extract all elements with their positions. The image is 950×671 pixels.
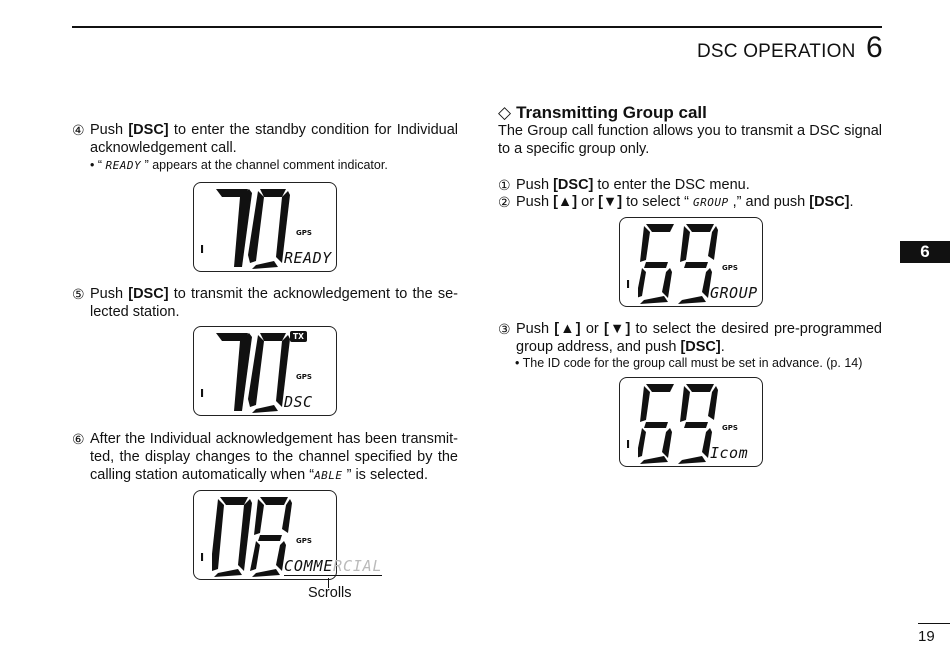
gps-indicator: GPS: [296, 537, 312, 545]
step-number: ①: [498, 177, 511, 193]
page-number: 19: [918, 628, 935, 645]
chapter-number: 6: [866, 31, 883, 64]
channel-comment: READY: [284, 249, 332, 267]
step-5: ⑤ Push [DSC] to transmit the acknowledgement to the se- lected station.: [72, 286, 458, 320]
group-step-3-note: • The ID code for the group call must be set in advance. (p. 14): [515, 356, 863, 370]
channel-digits-70: [212, 329, 294, 415]
step-number: ③: [498, 321, 511, 337]
channel-comment: GROUP: [710, 284, 758, 302]
lcd-display-icom: [619, 377, 763, 467]
gps-indicator: GPS: [296, 373, 312, 381]
lcd-word-group: GROUP: [693, 196, 729, 209]
diamond-icon: ◇: [498, 103, 512, 122]
section-title: ◇ Transmitting Group call: [498, 103, 707, 122]
key-dsc: [DSC]: [128, 286, 169, 302]
channel-marker: I: [200, 243, 205, 256]
lcd-display-group: [619, 217, 763, 307]
tx-indicator: TX: [290, 331, 307, 342]
step-6: ⑥ After the Individual acknowledgement has been transmit- ted, the display changes to the channel specified by the calling station automatically when “ABLE ” is selected.: [72, 431, 458, 483]
step-number: ④: [72, 122, 85, 138]
lcd-display-dsc: [193, 326, 337, 416]
channel-digits-70: [212, 185, 294, 271]
footer-rule: [918, 623, 950, 624]
key-dsc: [DSC]: [553, 177, 594, 193]
key-up: [▲]: [554, 321, 581, 337]
channel-marker: I: [626, 278, 631, 291]
scrolls-label: Scrolls: [308, 585, 352, 601]
channel-digits-08: [212, 493, 294, 579]
key-dsc: [DSC]: [809, 194, 850, 210]
key-up: [▲]: [553, 194, 578, 210]
step-4: ④ Push [DSC] to enter the standby condition for Individual acknowledgement call.: [72, 122, 458, 156]
lcd-word-ready: READY: [105, 159, 142, 172]
channel-comment-scrolling: COMMERCIAL: [284, 557, 383, 575]
gps-indicator: GPS: [296, 229, 312, 237]
chapter-side-tab: 6: [900, 241, 950, 263]
lcd-display-commercial: [193, 490, 383, 580]
group-step-2: ② Push [▲] or [▼] to select “ GROUP ,” and push [DSC].: [498, 194, 854, 210]
channel-marker: I: [626, 438, 631, 451]
page-header-title: DSC OPERATION: [697, 41, 856, 62]
step-4-note: • “ READY ” appears at the channel comment indicator.: [90, 158, 388, 172]
group-step-3: ③ Push [▲] or [▼] to select the desired pre-programmed group address, and push [DSC].: [498, 321, 882, 355]
key-down: [▼]: [598, 194, 623, 210]
section-intro: The Group call function allows you to transmit a DSC signal to a specific group only.: [498, 123, 882, 157]
header-rule: [72, 26, 882, 28]
gps-indicator: GPS: [722, 264, 738, 272]
channel-marker: I: [200, 387, 205, 400]
key-dsc: [DSC]: [680, 339, 721, 355]
group-step-1: ① Push [DSC] to enter the DSC menu.: [498, 177, 750, 193]
step-number: ⑤: [72, 286, 85, 302]
step-number: ②: [498, 194, 511, 210]
channel-digits-69: [638, 220, 720, 306]
channel-comment: DSC: [284, 393, 313, 411]
channel-comment: Icom: [710, 444, 749, 462]
key-dsc: [DSC]: [128, 122, 169, 138]
key-down: [▼]: [603, 321, 631, 337]
channel-digits-69: [638, 380, 720, 466]
lcd-display-ready: [193, 182, 337, 272]
step-number: ⑥: [72, 431, 85, 447]
channel-marker: I: [200, 551, 205, 564]
gps-indicator: GPS: [722, 424, 738, 432]
lcd-word-able: ABLE: [314, 469, 343, 482]
